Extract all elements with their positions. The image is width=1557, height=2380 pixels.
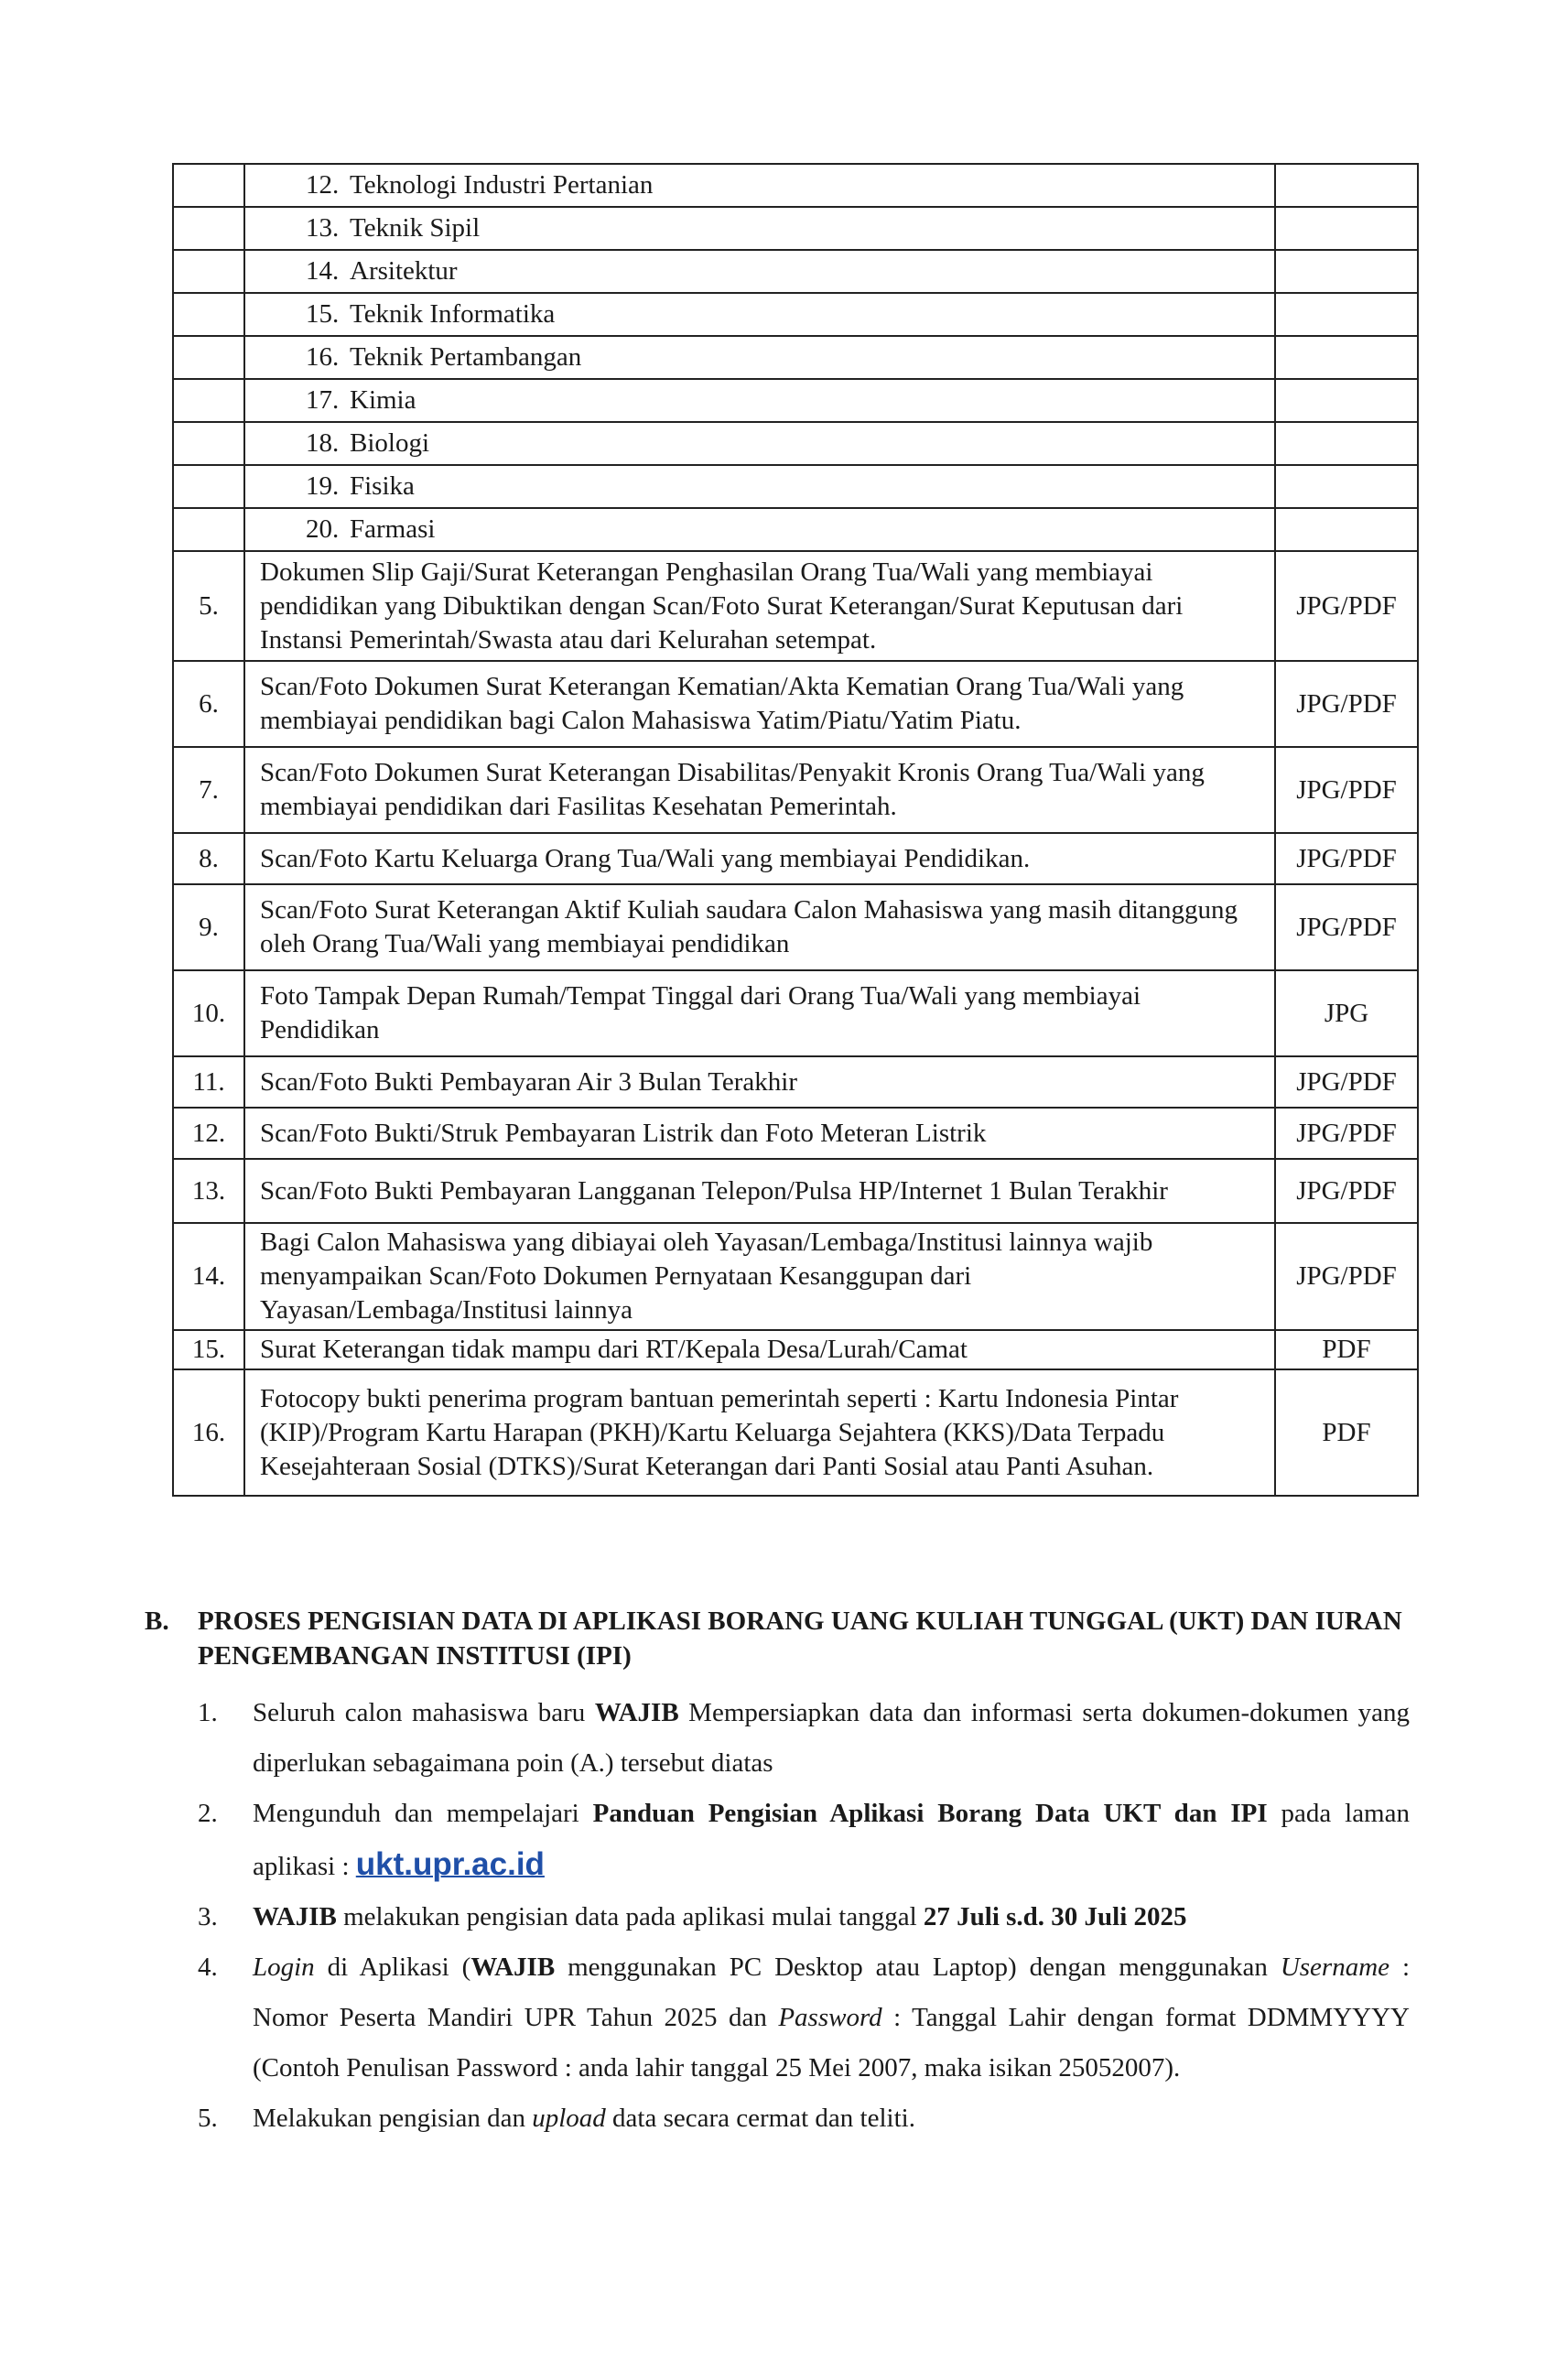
document-description-cell: Dokumen Slip Gaji/Surat Keterangan Penghasilan Orang Tua/Wali yang membiayai pendidikan yang Dibuktikan dengan Scan/Foto Surat Keterangan/Surat Keputusan dari Instansi Pemerintah/Swasta atau dari Kelurahan setempat. [244,551,1275,661]
row-number-cell: 16. [173,1369,244,1496]
section-b-letter: B. [145,1606,169,1636]
step-text [253,1789,1410,1892]
step-number: 5. [198,2104,218,2133]
step-text [253,1892,1410,1942]
table-row [173,1108,1418,1159]
prodi-name: Teknik Pertambangan [350,342,582,372]
file-format-cell: JPG/PDF [1275,1223,1418,1330]
step-number: 4. [198,1953,218,1982]
prodi-cell [244,379,1275,422]
prodi-item [260,341,581,374]
step-item [145,1892,1410,1942]
italic-text: Login [253,1953,315,1982]
row-number-cell [173,422,244,465]
step-number: 3. [198,1902,218,1931]
step-text [253,1942,1410,2093]
prodi-name: Farmasi [350,514,436,544]
prodi-name: Arsitektur [350,256,458,286]
row-number-cell: 14. [173,1223,244,1330]
table-row [173,250,1418,293]
document-description-cell: Scan/Foto Bukti Pembayaran Langganan Telepon/Pulsa HP/Internet 1 Bulan Terakhir [244,1159,1275,1223]
prodi-cell [244,336,1275,379]
prodi-name: Teknik Sipil [350,213,481,243]
row-number-cell: 13. [173,1159,244,1223]
section-b-title: PROSES PENGISIAN DATA DI APLIKASI BORANG UANG KULIAH TUNGGAL (UKT) DAN IURAN PENGEMBANGAN INSTITUSI (IPI) [198,1606,1402,1671]
step-number: 2. [198,1799,218,1828]
prodi-cell [244,293,1275,336]
document-description-cell: Scan/Foto Bukti/Struk Pembayaran Listrik dan Foto Meteran Listrik [244,1108,1275,1159]
prodi-number: 17. [306,385,340,415]
format-cell [1275,250,1418,293]
file-format-cell: JPG [1275,970,1418,1056]
file-format-cell: JPG/PDF [1275,833,1418,884]
file-format-cell: JPG/PDF [1275,1108,1418,1159]
prodi-item [260,427,429,460]
table-row [173,661,1418,747]
format-cell [1275,379,1418,422]
format-cell [1275,422,1418,465]
row-number-cell [173,508,244,551]
italic-text: Password [778,2003,882,2032]
row-number-cell: 12. [173,1108,244,1159]
table-row [173,884,1418,970]
file-format-cell: JPG/PDF [1275,1159,1418,1223]
section-b [145,1604,1410,2144]
prodi-cell [244,164,1275,207]
table-row [173,1056,1418,1108]
step-text [253,1688,1410,1789]
row-number-cell: 9. [173,884,244,970]
file-format-cell: JPG/PDF [1275,747,1418,833]
row-number-cell: 15. [173,1330,244,1369]
table-row [173,465,1418,508]
prodi-item [260,168,653,202]
step-text-segment: : Tanggal Lahir dengan format DDMMYYYY (Contoh Penulisan Password : anda lahir tanggal 25 Mei 2007, maka isikan 25052007). [253,2003,1410,2082]
row-number-cell: 6. [173,661,244,747]
row-number-cell: 11. [173,1056,244,1108]
prodi-number: 13. [306,213,340,243]
step-text-segment: : Nomor Peserta Mandiri UPR Tahun 2025 dan [253,1953,1411,2032]
step-text-segment: melakukan pengisian data pada aplikasi mulai tanggal [336,1902,924,1931]
prodi-number: 20. [306,514,340,544]
table-row [173,747,1418,833]
requirements-table-body [173,164,1418,1496]
prodi-name: Teknik Informatika [350,299,556,329]
table-row [173,1159,1418,1223]
prodi-name: Fisika [350,471,415,501]
row-number-cell [173,379,244,422]
prodi-number: 15. [306,299,340,329]
document-description-cell: Bagi Calon Mahasiswa yang dibiayai oleh Yayasan/Lembaga/Institusi lainnya wajib menyampaikan Scan/Foto Dokumen Pernyataan Kesanggupan dari Yayasan/Lembaga/Institusi lainnya [244,1223,1275,1330]
document-description-cell: Foto Tampak Depan Rumah/Tempat Tinggal dari Orang Tua/Wali yang membiayai Pendidikan [244,970,1275,1056]
bold-text: Panduan Pengisian Aplikasi Borang Data UKT dan IPI [592,1799,1268,1828]
prodi-cell [244,250,1275,293]
prodi-name: Teknologi Industri Pertanian [350,170,654,200]
prodi-item [260,298,555,331]
document-description-cell: Fotocopy bukti penerima program bantuan pemerintah seperti : Kartu Indonesia Pintar (KIP)/Program Kartu Harapan (PKH)/Kartu Keluarga Sejahtera (KKS)/Data Terpadu Kesejahteraan Sosial (DTKS)/Surat Keterangan dari Panti Sosial atau Panti Asuhan. [244,1369,1275,1496]
row-number-cell [173,207,244,250]
bold-text: WAJIB [253,1902,337,1931]
file-format-cell: PDF [1275,1369,1418,1496]
prodi-item [260,254,458,288]
prodi-item [260,470,415,503]
table-row [173,970,1418,1056]
prodi-cell [244,422,1275,465]
ukt-portal-link[interactable]: ukt.upr.ac.id [355,1846,545,1882]
prodi-number: 19. [306,471,340,501]
table-row [173,336,1418,379]
prodi-item [260,211,480,245]
document-description-cell: Scan/Foto Kartu Keluarga Orang Tua/Wali yang membiayai Pendidikan. [244,833,1275,884]
table-row [173,207,1418,250]
step-item [145,1942,1410,2093]
step-text-segment: di Aplikasi ( [314,1953,471,1982]
file-format-cell: JPG/PDF [1275,1056,1418,1108]
requirements-table [172,163,1419,1497]
prodi-item [260,384,416,417]
row-number-cell: 8. [173,833,244,884]
file-format-cell: PDF [1275,1330,1418,1369]
prodi-cell [244,465,1275,508]
step-text [253,2093,1410,2144]
format-cell [1275,207,1418,250]
step-number: 1. [198,1698,218,1727]
step-item [145,1688,1410,1789]
document-description-cell: Surat Keterangan tidak mampu dari RT/Kepala Desa/Lurah/Camat [244,1330,1275,1369]
document-description-cell: Scan/Foto Surat Keterangan Aktif Kuliah saudara Calon Mahasiswa yang masih ditanggung oleh Orang Tua/Wali yang membiayai pendidikan [244,884,1275,970]
format-cell [1275,508,1418,551]
table-row [173,422,1418,465]
prodi-cell [244,508,1275,551]
table-row [173,508,1418,551]
prodi-number: 18. [306,428,340,458]
prodi-name: Kimia [350,385,416,415]
table-row [173,293,1418,336]
table-row [173,379,1418,422]
document-description-cell: Scan/Foto Dokumen Surat Keterangan Kematian/Akta Kematian Orang Tua/Wali yang membiayai pendidikan bagi Calon Mahasiswa Yatim/Piatu/Yatim Piatu. [244,661,1275,747]
step-text-segment: Mempersiapkan data dan informasi serta dokumen-dokumen yang diperlukan sebagaimana poin (A.) tersebut diatas [253,1698,1410,1778]
format-cell [1275,465,1418,508]
step-text-segment: Melakukan pengisian dan [253,2104,533,2133]
row-number-cell [173,250,244,293]
step-text-segment: menggunakan PC Desktop atau Laptop) dengan menggunakan [555,1953,1281,1982]
step-item [145,2093,1410,2144]
prodi-number: 12. [306,170,340,200]
row-number-cell: 7. [173,747,244,833]
document-description-cell: Scan/Foto Bukti Pembayaran Air 3 Bulan Terakhir [244,1056,1275,1108]
table-row [173,833,1418,884]
row-number-cell [173,293,244,336]
table-row [173,1330,1418,1369]
prodi-cell [244,207,1275,250]
row-number-cell: 5. [173,551,244,661]
section-b-heading [145,1604,1410,1673]
step-item [145,1789,1410,1892]
italic-text: upload [532,2104,606,2133]
table-row [173,1369,1418,1496]
italic-text: Username [1280,1953,1390,1982]
prodi-name: Biologi [350,428,430,458]
format-cell [1275,164,1418,207]
format-cell [1275,336,1418,379]
file-format-cell: JPG/PDF [1275,661,1418,747]
row-number-cell [173,164,244,207]
bold-text: WAJIB [594,1698,679,1727]
row-number-cell [173,465,244,508]
steps-list [145,1688,1410,2144]
step-text-segment: pada laman aplikasi : [253,1799,1410,1881]
prodi-item [260,513,435,546]
bold-text: 27 Juli s.d. 30 Juli 2025 [923,1902,1187,1931]
prodi-number: 14. [306,256,340,286]
table-row [173,1223,1418,1330]
prodi-number: 16. [306,342,340,372]
format-cell [1275,293,1418,336]
table-row [173,551,1418,661]
file-format-cell: JPG/PDF [1275,884,1418,970]
document-description-cell: Scan/Foto Dokumen Surat Keterangan Disabilitas/Penyakit Kronis Orang Tua/Wali yang membiayai pendidikan dari Fasilitas Kesehatan Pemerintah. [244,747,1275,833]
file-format-cell: JPG/PDF [1275,551,1418,661]
step-text-segment: Mengunduh dan mempelajari [253,1799,593,1828]
row-number-cell [173,336,244,379]
row-number-cell: 10. [173,970,244,1056]
step-text-segment: Seluruh calon mahasiswa baru [253,1698,595,1727]
table-row [173,164,1418,207]
bold-text: WAJIB [470,1953,556,1982]
step-text-segment: data secara cermat dan teliti. [605,2104,915,2133]
